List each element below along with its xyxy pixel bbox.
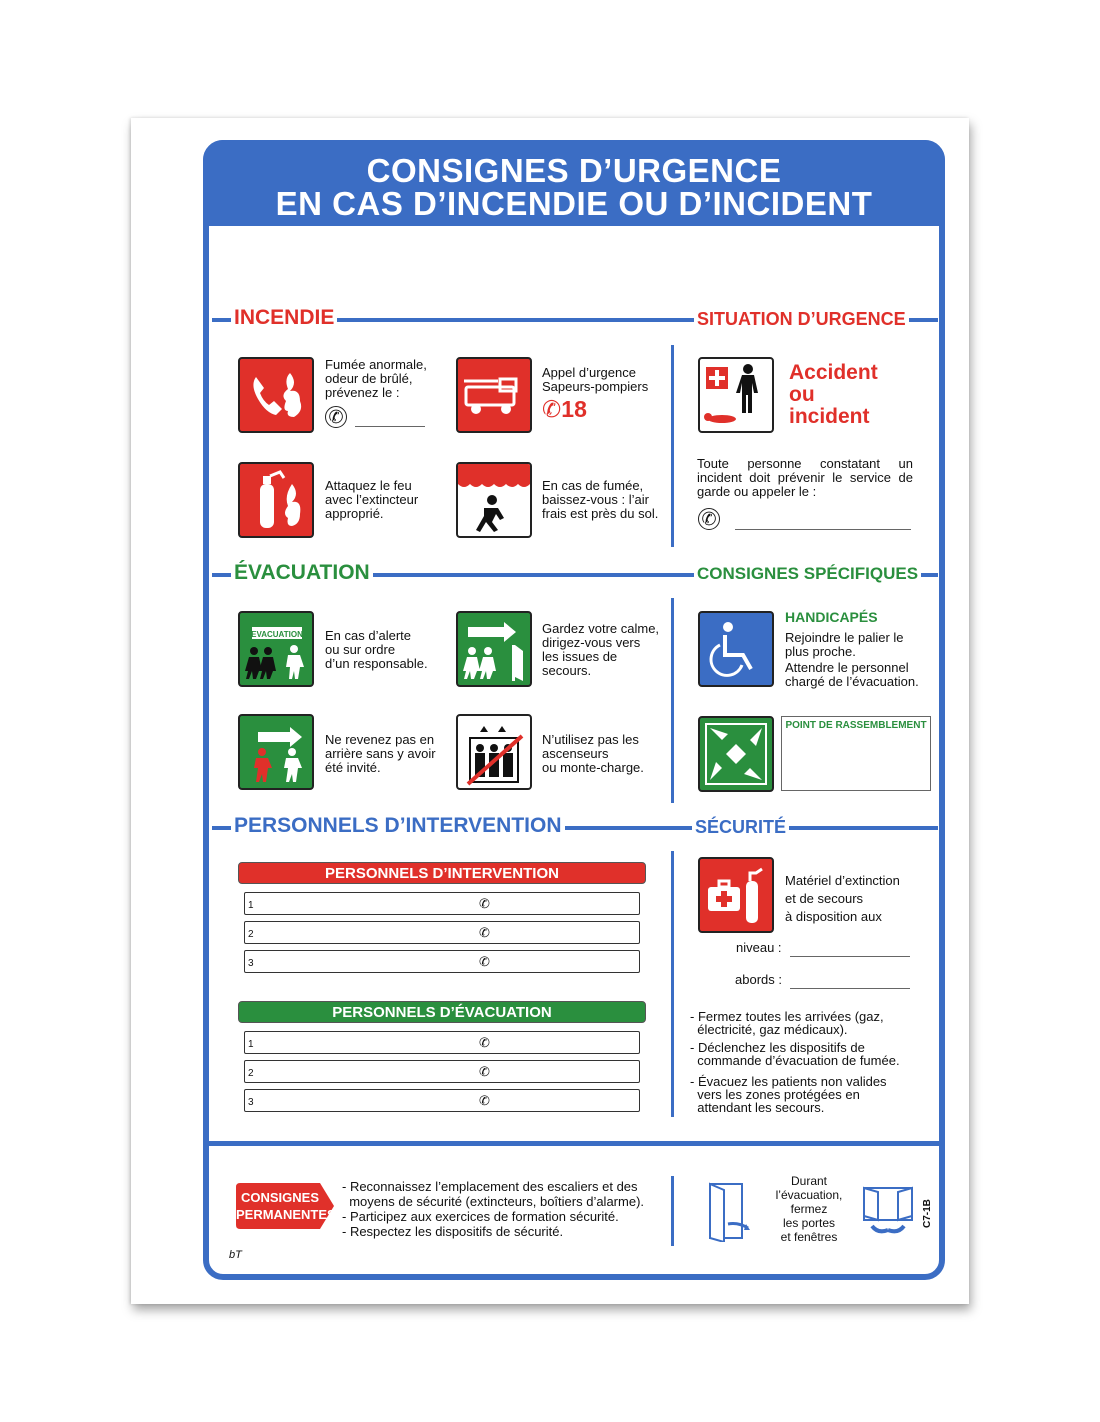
heading-situation-urgence: SITUATION D’URGENCE [694,309,909,330]
fire-truck-icon [456,357,532,433]
phone-fire-icon [238,357,314,433]
phone-blank-line [355,426,425,427]
evacuation-row[interactable]: 1 ✆ [244,1031,640,1054]
no-return-icon [238,714,314,790]
niveau-label: niveau : [736,940,782,955]
evacuation-text-1: En cas d’alerte ou sur ordre d’un responsable. [325,628,428,671]
handicap-text-1: Rejoindre le palier le plus proche. [785,630,904,659]
pompiers-number: ✆18 [542,396,587,422]
niveau-line [790,956,910,957]
no-elevator-icon [456,714,532,790]
incendie-text-4: En cas de fumée, baissez-vous : l’air frais est près du sol. [542,478,659,521]
handicap-title: HANDICAPÉS [785,609,878,625]
phone-icon: ✆ [479,896,490,911]
heading-securite: SÉCURITÉ [692,817,789,838]
fire-extinguisher-icon [238,462,314,538]
evacuation-text-2: Gardez votre calme, dirigez-vous vers les issues de secours. [542,621,660,678]
intervention-row[interactable]: 1 ✆ [244,892,640,915]
accident-title: Accident ou incident [789,361,878,428]
heading-consignes-specifiques: CONSIGNES SPÉCIFIQUES [694,564,921,584]
accident-icon [698,357,774,433]
heading-evacuation: ÉVACUATION [231,561,373,585]
incendie-text-1: Fumée anormale, odeur de brûlé, prévenez le : [325,357,427,400]
consignes-permanentes-badge [236,1183,334,1229]
assembly-point-box [781,716,931,791]
securite-bullet-1: - Fermez toutes les arrivées (gaz, électricité, gaz médicaux). [690,1009,884,1037]
urgence-phone-line [735,529,911,530]
intervention-bar: PERSONNELS D’INTERVENTION [238,862,646,884]
phone-icon: ✆ [479,1035,490,1050]
incendie-text-3: Attaquez le feu avec l’extincteur approprié. [325,478,419,521]
wheelchair-icon [698,611,774,687]
evacuation-group-icon [238,611,314,687]
abords-line [790,988,910,989]
evacuation-sign-label: EVACUATION [251,630,303,639]
securite-bullet-2: - Déclenchez les dispositifs de commande d’évacuation de fumée. [690,1040,900,1068]
urgence-text: Toute personne constatant un incident doit prévenir le service de garde ou appeler le : [697,456,913,499]
heading-incendie: INCENDIE [231,306,337,330]
doors-text: Durant l’évacuation, fermez les portes et fenêtres [775,1174,843,1244]
phone-icon: ✆ [325,406,347,428]
phone-icon: ✆ [479,925,490,940]
badge-label: CONSIGNES PERMANENTES [236,1190,336,1222]
column-divider-2 [671,598,674,803]
poster-title [203,140,945,226]
securite-text: Matériel d’extinction et de secours à disposition aux [785,873,900,924]
column-divider-footer [671,1176,674,1246]
door-icon [706,1180,754,1242]
window-icon [862,1186,914,1236]
first-aid-extinguisher-icon [698,857,774,933]
divider-footer [209,1141,941,1146]
securite-bullet-3: - Évacuez les patients non valides vers les zones protégées en attendant les secours. [690,1074,887,1115]
incendie-text-2: Appel d’urgence Sapeurs-pompiers [542,365,649,394]
crouch-smoke-icon [456,462,532,538]
column-divider-3 [671,851,674,1117]
phone-icon: ✆ [479,1093,490,1108]
assembly-point-label: POINT DE RASSEMBLEMENT [785,720,927,731]
heading-personnels-intervention: PERSONNELS D’INTERVENTION [231,814,565,838]
evacuation-text-3: Ne revenez pas en arrière sans y avoir été invité. [325,732,436,775]
intervention-row[interactable]: 3 ✆ [244,950,640,973]
handicap-text-2: Attendre le personnel chargé de l’évacuation. [785,660,919,689]
evacuation-text-4: N’utilisez pas les ascenseurs ou monte-charge. [542,732,644,775]
exit-arrow-group-icon [456,611,532,687]
assembly-point-icon [698,716,774,792]
title-line-2: EN CAS D’INCENDIE OU D’INCIDENT [275,185,873,222]
abords-label: abords : [735,972,782,987]
phone-icon: ✆ [479,1064,490,1079]
column-divider-1 [671,345,674,547]
urgence-phone-icon: ✆ [698,508,720,530]
phone-icon: ✆ [479,954,490,969]
footer-bullets: - Reconnaissez l’emplacement des escaliers et des moyens de sécurité (extincteurs, boîtiers d’alarme). - Participez aux exercices de formation sécurité. - Respectez les dispositifs de sécurité. [342,1179,645,1239]
title-line-1: CONSIGNES D’URGENCE [366,152,782,189]
intervention-row[interactable]: 2 ✆ [244,921,640,944]
signature: bT [229,1249,242,1261]
evacuation-bar: PERSONNELS D’ÉVACUATION [238,1001,646,1023]
reference-code: C7-1B [922,1199,933,1228]
evacuation-row[interactable]: 2 ✆ [244,1060,640,1083]
evacuation-row[interactable]: 3 ✆ [244,1089,640,1112]
